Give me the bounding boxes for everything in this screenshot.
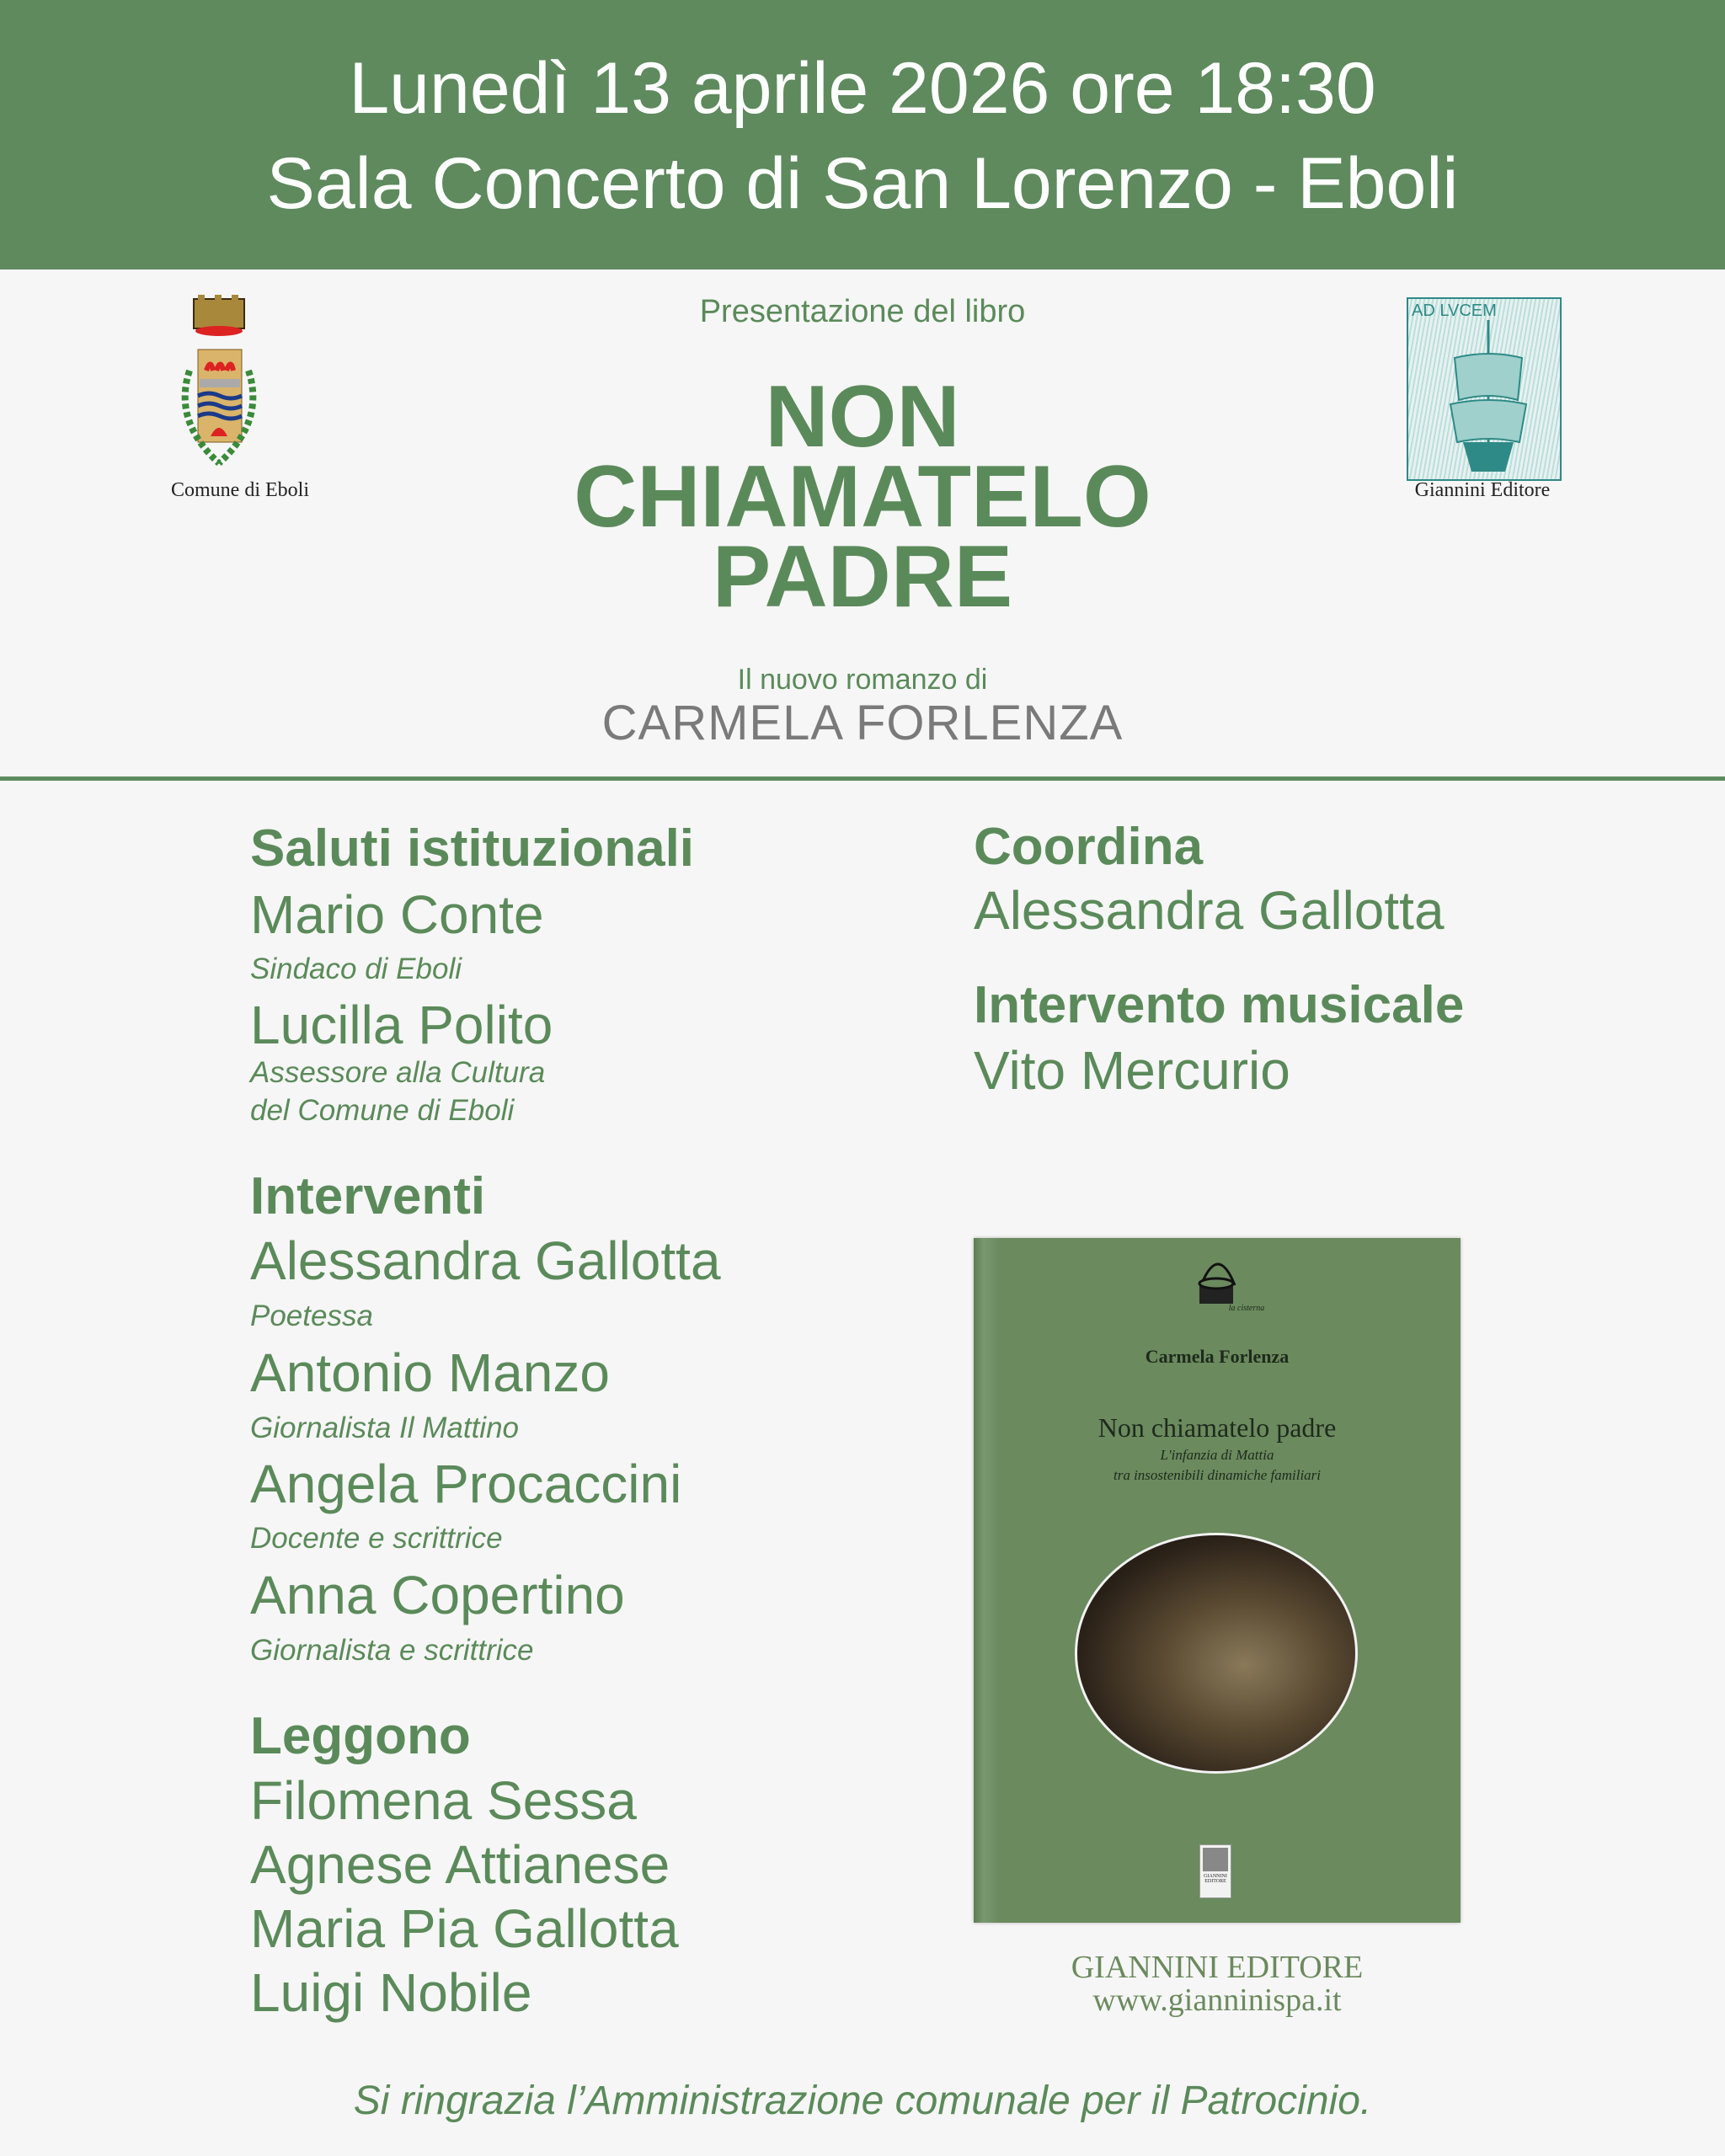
cover-subtitle: tra insostenibili dinamiche familiari [1113, 1467, 1322, 1483]
speaker-role: Docente e scrittrice [250, 1522, 503, 1555]
cover-painting [1075, 1533, 1358, 1774]
reader-name: Maria Pia Gallotta [250, 1898, 679, 1959]
imprint-ship-icon [1203, 1848, 1228, 1871]
title-line: CHIAMATELO [574, 448, 1151, 546]
book-title [0, 368, 1725, 626]
cover-author: Carmela Forlenza [1145, 1346, 1290, 1367]
publisher-name: GIANNINI EDITORE [1071, 1950, 1364, 1985]
speaker-role: Giornalista e scrittrice [250, 1634, 534, 1667]
title-line: NON [765, 368, 960, 466]
musician-name: Vito Mercurio [974, 1040, 1290, 1101]
speaker-role: Poetessa [250, 1299, 373, 1332]
coordina-heading: Coordina [974, 818, 1204, 876]
publisher-url[interactable]: www.gianninispa.it [1092, 1983, 1342, 2018]
speaker-name: Mario Conte [250, 884, 544, 945]
subtitle: Il nuovo romanzo di [737, 664, 988, 696]
coordinator-name: Alessandra Gallotta [974, 880, 1445, 941]
imprint-text: GIANNINI [1204, 1874, 1227, 1879]
logo-motto: AD LVCEM [1412, 302, 1497, 320]
speaker-name: Lucilla Polito [250, 995, 553, 1055]
interventi-heading: Interventi [250, 1167, 486, 1225]
footer-thanks: Si ringrazia l’Amministrazione comunale per il Patrocinio. [353, 2079, 1372, 2123]
reader-name: Agnese Attianese [250, 1834, 670, 1895]
reader-name: Luigi Nobile [250, 1962, 532, 2023]
speaker-name: Angela Procaccini [250, 1454, 682, 1514]
speaker-role: Giornalista Il Mattino [250, 1412, 520, 1444]
cover-subtitle: L'infanzia di Mattia [1160, 1447, 1274, 1463]
event-venue: Sala Concerto di San Lorenzo - Eboli [266, 143, 1459, 224]
intro-label: Presentazione del libro [699, 294, 1026, 329]
cover-title: Non chiamatelo padre [1097, 1412, 1337, 1443]
speaker-name: Anna Copertino [250, 1565, 625, 1625]
speaker-role: Sindaco di Eboli [250, 953, 462, 985]
author-name: CARMELA FORLENZA [601, 696, 1124, 750]
header-banner [0, 0, 1725, 270]
imprint-badge [1199, 1844, 1231, 1898]
section-divider [0, 776, 1725, 781]
saluti-heading: Saluti istituzionali [250, 819, 695, 878]
book-cover-image [974, 1238, 1461, 1923]
giannini-logo-label: Giannini Editore [1414, 479, 1551, 501]
title-line: PADRE [712, 528, 1013, 626]
eboli-logo-label: Comune di Eboli [171, 479, 309, 501]
book-spine [974, 1238, 999, 1923]
reader-name: Filomena Sessa [250, 1770, 637, 1831]
series-label: la cisterna [1228, 1304, 1265, 1313]
speaker-role: Assessore alla Cultura [250, 1056, 546, 1089]
leggono-heading: Leggono [250, 1707, 471, 1765]
speaker-name: Alessandra Gallotta [250, 1230, 721, 1291]
imprint-text: EDITORE [1204, 1879, 1226, 1884]
event-date: Lunedì 13 aprile 2026 ore 18:30 [349, 48, 1376, 129]
music-heading: Intervento musicale [974, 976, 1465, 1034]
speaker-name: Antonio Manzo [250, 1342, 610, 1403]
speaker-role: del Comune di Eboli [250, 1094, 515, 1127]
